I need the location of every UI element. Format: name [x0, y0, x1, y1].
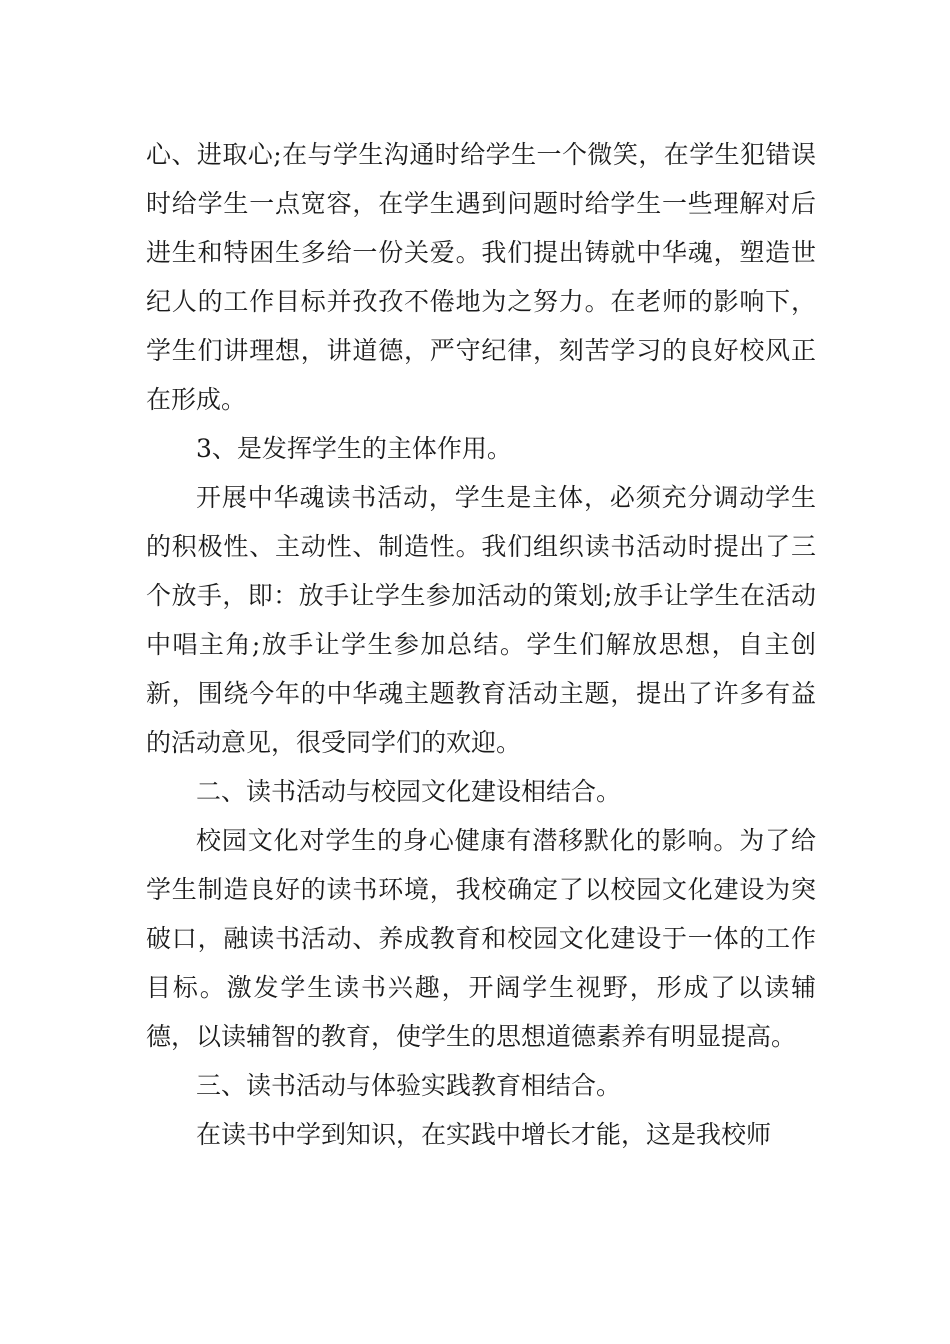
paragraph-1: 心、进取心;在与学生沟通时给学生一个微笑，在学生犯错误时给学生一点宽容，在学生遇到问题时给学生一些理解对后进生和特困生多给一份关爱。我们提出铸就中华魂，塑造世纪人的工作目标并孜孜不倦地为之努力。在老师的影响下，学生们讲理想，讲道德，严守纪律，刻苦学习的良好校风正在形成。 — [146, 140, 816, 414]
section-heading-3: 三、读书活动与体验实践教育相结合。 — [196, 1071, 622, 1100]
paragraph-3: 开展中华魂读书活动，学生是主体，必须充分调动学生的积极性、主动性、制造性。我们组织读书活动时提出了三个放手，即：放手让学生参加活动的策划;放手让学生在活动中唱主角;放手让学生参加总结。学生们解放思想，自主创新，围绕今年的中华魂主题教育活动主题，提出了许多有益的活动意见，很受同学们的欢迎。 — [146, 483, 816, 757]
paragraph-2: 3、是发挥学生的主体作用。 — [196, 434, 512, 463]
paragraph-7: 在读书中学到知识，在实践中增长才能，这是我校师 — [196, 1120, 772, 1149]
section-heading-2: 二、读书活动与校园文化建设相结合。 — [196, 777, 622, 806]
document-body — [146, 130, 816, 1159]
paragraph-5: 校园文化对学生的身心健康有潜移默化的影响。为了给学生制造良好的读书环境，我校确定了以校园文化建设为突破口，融读书活动、养成教育和校园文化建设于一体的工作目标。激发学生读书兴趣，开阔学生视野，形成了以读辅德，以读辅智的教育，使学生的思想道德素养有明显提高。 — [146, 826, 816, 1051]
